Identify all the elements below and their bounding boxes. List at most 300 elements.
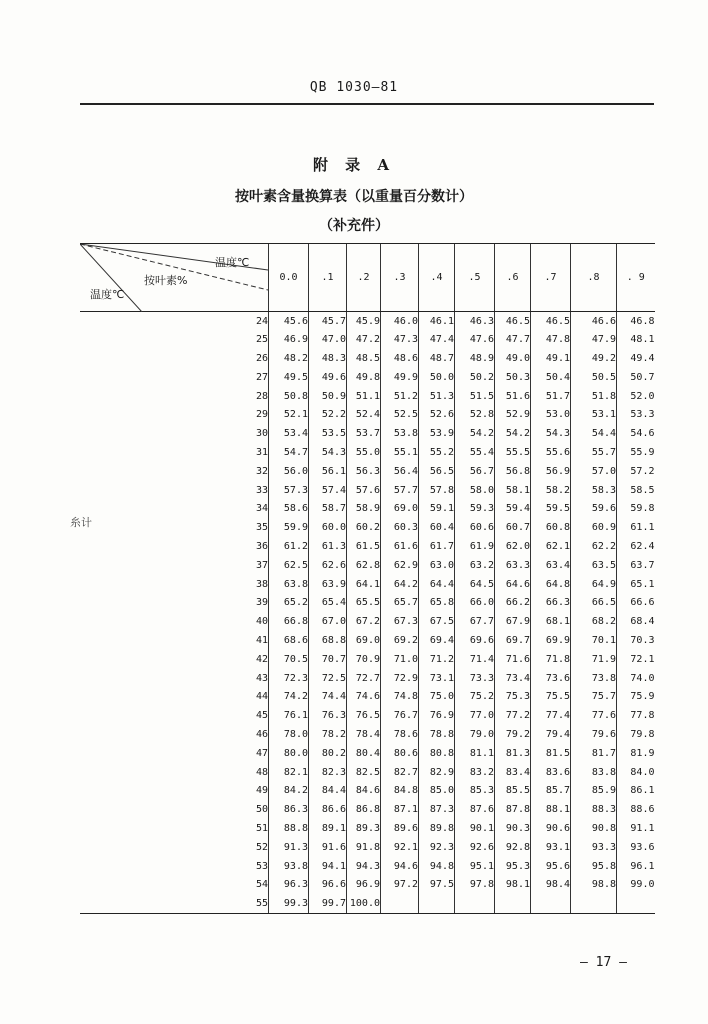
table-row: [80, 744, 655, 763]
table-cell: 68.8: [309, 631, 347, 650]
table-title: 按叶素含量换算表（以重量百分数计）: [235, 189, 473, 205]
row-temperature: 37: [255, 559, 268, 571]
table-cell: 79.4: [531, 725, 571, 744]
table-cell: 72.1: [617, 650, 655, 669]
table-cell: 70.5: [269, 650, 309, 669]
table-cell: 62.0: [495, 537, 531, 556]
table-row: [80, 650, 655, 669]
table-cell: 93.8: [269, 857, 309, 876]
table-cell: 57.2: [617, 462, 655, 481]
row-temperature: 49: [255, 785, 268, 797]
table-cell: 87.3: [419, 800, 455, 819]
table-cell: 47.3: [381, 330, 419, 349]
table-cell: 50.9: [309, 387, 347, 406]
table-cell: 67.5: [419, 612, 455, 631]
table-cell: 47.4: [419, 330, 455, 349]
table-cell: 97.8: [455, 875, 495, 894]
table-cell: 76.5: [347, 706, 381, 725]
table-cell: 79.8: [617, 725, 655, 744]
table-cell: 73.1: [419, 669, 455, 688]
column-header: .3: [381, 244, 419, 312]
table-cell: 71.6: [495, 650, 531, 669]
table-cell: 63.5: [571, 556, 617, 575]
table-cell: 48.9: [455, 349, 495, 368]
table-cell: 46.1: [419, 312, 455, 331]
table-cell: 58.2: [531, 481, 571, 500]
table-cell: 97.2: [381, 875, 419, 894]
table-cell: 72.5: [309, 669, 347, 688]
table-cell: 73.3: [455, 669, 495, 688]
table-cell: 99.3: [269, 894, 309, 913]
table-cell: 63.3: [495, 556, 531, 575]
column-header: .8: [571, 244, 617, 312]
table-cell: 78.6: [381, 725, 419, 744]
table-cell: 75.9: [617, 687, 655, 706]
table-cell: 66.2: [495, 593, 531, 612]
table-cell: 50.3: [495, 368, 531, 387]
table-cell: 94.8: [419, 857, 455, 876]
table-cell: 93.3: [571, 838, 617, 857]
table-row: [80, 499, 655, 518]
table-cell: 57.8: [419, 481, 455, 500]
table-cell: 51.7: [531, 387, 571, 406]
table-cell: 55.9: [617, 443, 655, 462]
table-cell: 74.4: [309, 687, 347, 706]
row-temperature: 42: [255, 653, 268, 665]
table-cell: 91.3: [269, 838, 309, 857]
table-cell: 46.9: [269, 330, 309, 349]
standard-code: QB 1030—81: [309, 80, 399, 95]
row-temperature: 44: [255, 691, 268, 703]
table-cell: 70.1: [571, 631, 617, 650]
table-cell: [495, 894, 531, 913]
table-cell: 87.8: [495, 800, 531, 819]
row-temperature: 29: [255, 409, 268, 421]
table-cell: 77.8: [617, 706, 655, 725]
table-cell: 61.6: [381, 537, 419, 556]
table-cell: 48.3: [309, 349, 347, 368]
table-cell: 92.1: [381, 838, 419, 857]
table-cell: 51.6: [495, 387, 531, 406]
table-cell: 81.3: [495, 744, 531, 763]
row-temperature: 28: [255, 390, 268, 402]
table-row: [80, 612, 655, 631]
table-cell: 65.5: [347, 593, 381, 612]
table-cell: 82.5: [347, 763, 381, 782]
table-cell: 48.1: [617, 330, 655, 349]
table-row: [80, 894, 655, 913]
table-cell: 73.6: [531, 669, 571, 688]
column-header: . 9: [617, 244, 655, 312]
row-temperature: 30: [255, 428, 268, 440]
table-cell: 77.0: [455, 706, 495, 725]
table-cell: 96.3: [269, 875, 309, 894]
row-temperature: 26: [255, 352, 268, 364]
table-cell: 56.5: [419, 462, 455, 481]
table-body: [80, 312, 655, 914]
table-cell: 60.8: [531, 518, 571, 537]
table-cell: 46.0: [381, 312, 419, 331]
table-cell: 64.5: [455, 575, 495, 594]
table-row: [80, 330, 655, 349]
table-cell: 56.4: [381, 462, 419, 481]
table-cell: 58.6: [269, 499, 309, 518]
table-cell: 82.7: [381, 763, 419, 782]
row-temperature: 33: [255, 484, 268, 496]
table-cell: 85.3: [455, 781, 495, 800]
table-cell: 68.4: [617, 612, 655, 631]
header-rule: [80, 103, 654, 105]
table-cell: 55.4: [455, 443, 495, 462]
table-cell: 86.1: [617, 781, 655, 800]
table-cell: 78.2: [309, 725, 347, 744]
table-cell: 69.7: [495, 631, 531, 650]
table-row: [80, 387, 655, 406]
table-cell: 55.0: [347, 443, 381, 462]
table-row: [80, 706, 655, 725]
table-row: [80, 312, 655, 331]
table-cell: 98.4: [531, 875, 571, 894]
table-cell: 98.8: [571, 875, 617, 894]
table-cell: 59.4: [495, 499, 531, 518]
table-cell: 65.1: [617, 575, 655, 594]
table-cell: 46.5: [495, 312, 531, 331]
table-cell: 52.1: [269, 405, 309, 424]
table-cell: 84.4: [309, 781, 347, 800]
row-temperature: 27: [255, 371, 268, 383]
table-cell: 98.1: [495, 875, 531, 894]
table-cell: 71.9: [571, 650, 617, 669]
table-cell: 94.6: [381, 857, 419, 876]
table-cell: 57.7: [381, 481, 419, 500]
table-row: [80, 763, 655, 782]
table-cell: 48.7: [419, 349, 455, 368]
table-cell: 80.2: [309, 744, 347, 763]
table-cell: 46.5: [531, 312, 571, 331]
table-cell: 55.1: [381, 443, 419, 462]
table-cell: 81.1: [455, 744, 495, 763]
table-cell: 50.2: [455, 368, 495, 387]
table-cell: 53.0: [531, 405, 571, 424]
table-cell: 76.9: [419, 706, 455, 725]
table-cell: 73.8: [571, 669, 617, 688]
table-cell: 69.0: [381, 499, 419, 518]
table-cell: 69.4: [419, 631, 455, 650]
table-cell: 54.4: [571, 424, 617, 443]
table-cell: 79.6: [571, 725, 617, 744]
table-cell: 100.0: [347, 894, 381, 913]
row-temperature: 55: [80, 894, 269, 913]
table-cell: 55.5: [495, 443, 531, 462]
table-cell: 97.5: [419, 875, 455, 894]
table-cell: 83.6: [531, 763, 571, 782]
table-cell: 58.9: [347, 499, 381, 518]
table-cell: 59.5: [531, 499, 571, 518]
table-cell: 76.1: [269, 706, 309, 725]
table-cell: 65.7: [381, 593, 419, 612]
table-cell: 96.9: [347, 875, 381, 894]
table-cell: [531, 894, 571, 913]
table-cell: 78.8: [419, 725, 455, 744]
table-cell: 66.6: [617, 593, 655, 612]
table-cell: [455, 894, 495, 913]
row-temperature: 31: [255, 446, 268, 458]
table-cell: 69.2: [381, 631, 419, 650]
table-cell: 94.1: [309, 857, 347, 876]
table-cell: 50.7: [617, 368, 655, 387]
table-cell: 54.6: [617, 424, 655, 443]
column-header: 0.0: [269, 244, 309, 312]
table-cell: 61.3: [309, 537, 347, 556]
table-cell: 66.5: [571, 593, 617, 612]
table-cell: 59.1: [419, 499, 455, 518]
table-cell: 60.3: [381, 518, 419, 537]
table-row: [80, 462, 655, 481]
table-cell: 71.0: [381, 650, 419, 669]
table-row: [80, 725, 655, 744]
row-temperature: 54: [255, 879, 268, 891]
table-cell: 88.8: [269, 819, 309, 838]
table-cell: 56.7: [455, 462, 495, 481]
table-cell: 66.8: [269, 612, 309, 631]
row-temperature: 35: [255, 522, 268, 534]
table-cell: 47.2: [347, 330, 381, 349]
table-row: [80, 593, 655, 612]
table-row: [80, 838, 655, 857]
table-cell: 47.9: [571, 330, 617, 349]
table-cell: 50.4: [531, 368, 571, 387]
conversion-table: [80, 243, 655, 914]
table-cell: 88.3: [571, 800, 617, 819]
appendix-title: 附 录 A: [312, 156, 396, 174]
row-temperature: 25: [255, 334, 268, 346]
table-cell: 84.2: [269, 781, 309, 800]
table-cell: 95.3: [495, 857, 531, 876]
table-cell: 67.0: [309, 612, 347, 631]
table-cell: 51.2: [381, 387, 419, 406]
table-row: [80, 443, 655, 462]
table-cell: 45.7: [309, 312, 347, 331]
table-cell: 58.3: [571, 481, 617, 500]
table-cell: 53.4: [269, 424, 309, 443]
table-cell: 52.2: [309, 405, 347, 424]
table-cell: 82.9: [419, 763, 455, 782]
table-cell: 47.6: [455, 330, 495, 349]
table-cell: 73.4: [495, 669, 531, 688]
table-cell: 69.6: [455, 631, 495, 650]
table-cell: 68.6: [269, 631, 309, 650]
table-cell: 71.8: [531, 650, 571, 669]
table-row: [80, 424, 655, 443]
table-cell: 63.0: [419, 556, 455, 575]
table-cell: 89.1: [309, 819, 347, 838]
table-cell: [381, 894, 419, 913]
table-cell: 62.2: [571, 537, 617, 556]
table-cell: 49.1: [531, 349, 571, 368]
table-cell: 51.8: [571, 387, 617, 406]
table-cell: 84.8: [381, 781, 419, 800]
table-cell: 84.6: [347, 781, 381, 800]
table-cell: 54.7: [269, 443, 309, 462]
table-cell: 74.8: [381, 687, 419, 706]
table-cell: 72.7: [347, 669, 381, 688]
table-cell: 61.7: [419, 537, 455, 556]
table-cell: 68.1: [531, 612, 571, 631]
table-cell: 61.5: [347, 537, 381, 556]
table-cell: 59.8: [617, 499, 655, 518]
table-cell: 56.1: [309, 462, 347, 481]
table-cell: 62.9: [381, 556, 419, 575]
table-cell: 51.1: [347, 387, 381, 406]
table-cell: 77.2: [495, 706, 531, 725]
table-row: [80, 687, 655, 706]
row-temperature: 24: [255, 315, 268, 327]
table-cell: 52.9: [495, 405, 531, 424]
table-cell: 90.6: [531, 819, 571, 838]
table-cell: 56.8: [495, 462, 531, 481]
table-cell: 62.6: [309, 556, 347, 575]
table-cell: 82.3: [309, 763, 347, 782]
table-row: [80, 857, 655, 876]
table-cell: 61.2: [269, 537, 309, 556]
table-row: [80, 405, 655, 424]
row-temperature: 51: [255, 822, 268, 834]
row-temperature: 52: [255, 841, 268, 853]
table-cell: 62.4: [617, 537, 655, 556]
side-note: 糸计: [70, 516, 92, 529]
table-cell: 84.0: [617, 763, 655, 782]
table-cell: 85.7: [531, 781, 571, 800]
table-cell: 54.2: [455, 424, 495, 443]
table-cell: 95.6: [531, 857, 571, 876]
table-cell: 63.9: [309, 575, 347, 594]
table-cell: 64.6: [495, 575, 531, 594]
table-cell: 90.8: [571, 819, 617, 838]
table-cell: 67.9: [495, 612, 531, 631]
table-cell: 53.7: [347, 424, 381, 443]
table-cell: 91.1: [617, 819, 655, 838]
table-cell: 52.0: [617, 387, 655, 406]
table-cell: 75.7: [571, 687, 617, 706]
table-cell: 70.9: [347, 650, 381, 669]
table-cell: 72.3: [269, 669, 309, 688]
table-cell: 83.8: [571, 763, 617, 782]
corner-mid-label: 按叶素%: [144, 274, 188, 287]
row-temperature: 45: [255, 710, 268, 722]
table-cell: 53.1: [571, 405, 617, 424]
table-cell: 60.4: [419, 518, 455, 537]
table-cell: 53.5: [309, 424, 347, 443]
table-cell: 57.0: [571, 462, 617, 481]
table-cell: 53.3: [617, 405, 655, 424]
table-cell: 61.9: [455, 537, 495, 556]
table-cell: [617, 894, 655, 913]
table-cell: 71.4: [455, 650, 495, 669]
table-cell: 99.0: [617, 875, 655, 894]
table-cell: 46.6: [571, 312, 617, 331]
table-cell: 60.6: [455, 518, 495, 537]
row-temperature: 40: [255, 616, 268, 628]
table-cell: 95.1: [455, 857, 495, 876]
table-cell: 87.6: [455, 800, 495, 819]
row-temperature: 34: [255, 503, 268, 515]
table-cell: 58.1: [495, 481, 531, 500]
table-cell: 96.6: [309, 875, 347, 894]
table-cell: 74.6: [347, 687, 381, 706]
table-cell: 49.4: [617, 349, 655, 368]
table-cell: 60.9: [571, 518, 617, 537]
table-cell: 49.9: [381, 368, 419, 387]
table-cell: 78.4: [347, 725, 381, 744]
table-cell: 62.8: [347, 556, 381, 575]
table-cell: 64.1: [347, 575, 381, 594]
table-cell: 51.3: [419, 387, 455, 406]
table-cell: 79.0: [455, 725, 495, 744]
table-cell: 80.4: [347, 744, 381, 763]
table-cell: 75.0: [419, 687, 455, 706]
table-cell: 63.8: [269, 575, 309, 594]
table-cell: 45.9: [347, 312, 381, 331]
table-cell: 76.3: [309, 706, 347, 725]
table-row: [80, 819, 655, 838]
row-temperature: 36: [255, 540, 268, 552]
table-cell: 64.9: [571, 575, 617, 594]
table-cell: 90.3: [495, 819, 531, 838]
table-cell: 96.1: [617, 857, 655, 876]
table-cell: 86.3: [269, 800, 309, 819]
table-cell: 65.8: [419, 593, 455, 612]
table-cell: 56.3: [347, 462, 381, 481]
table-cell: 75.5: [531, 687, 571, 706]
row-temperature: 47: [255, 747, 268, 759]
table-row: [80, 669, 655, 688]
table-cell: 89.8: [419, 819, 455, 838]
table-cell: 78.0: [269, 725, 309, 744]
table-row: [80, 518, 655, 537]
table-row: [80, 556, 655, 575]
supplement-label: （补充件）: [319, 218, 389, 234]
column-header: .1: [309, 244, 347, 312]
table-cell: 57.4: [309, 481, 347, 500]
table-cell: 99.7: [309, 894, 347, 913]
table-cell: 49.2: [571, 349, 617, 368]
table-cell: 91.8: [347, 838, 381, 857]
table-cell: 47.7: [495, 330, 531, 349]
table-cell: 74.0: [617, 669, 655, 688]
table-cell: 61.1: [617, 518, 655, 537]
table-cell: 92.6: [455, 838, 495, 857]
table-cell: 54.3: [531, 424, 571, 443]
table-cell: 65.4: [309, 593, 347, 612]
page-number: — 17 —: [580, 955, 627, 970]
table-cell: 77.6: [571, 706, 617, 725]
table-cell: 63.2: [455, 556, 495, 575]
table-cell: 64.4: [419, 575, 455, 594]
table-cell: 46.8: [617, 312, 655, 331]
table-cell: 82.1: [269, 763, 309, 782]
table-cell: 74.2: [269, 687, 309, 706]
table-cell: 88.1: [531, 800, 571, 819]
row-temperature: 32: [255, 465, 268, 477]
table-row: [80, 368, 655, 387]
table-cell: 70.7: [309, 650, 347, 669]
table-cell: 75.3: [495, 687, 531, 706]
table-cell: 52.4: [347, 405, 381, 424]
row-temperature: 41: [255, 634, 268, 646]
table-cell: 63.4: [531, 556, 571, 575]
table-cell: 86.6: [309, 800, 347, 819]
table-cell: 54.3: [309, 443, 347, 462]
